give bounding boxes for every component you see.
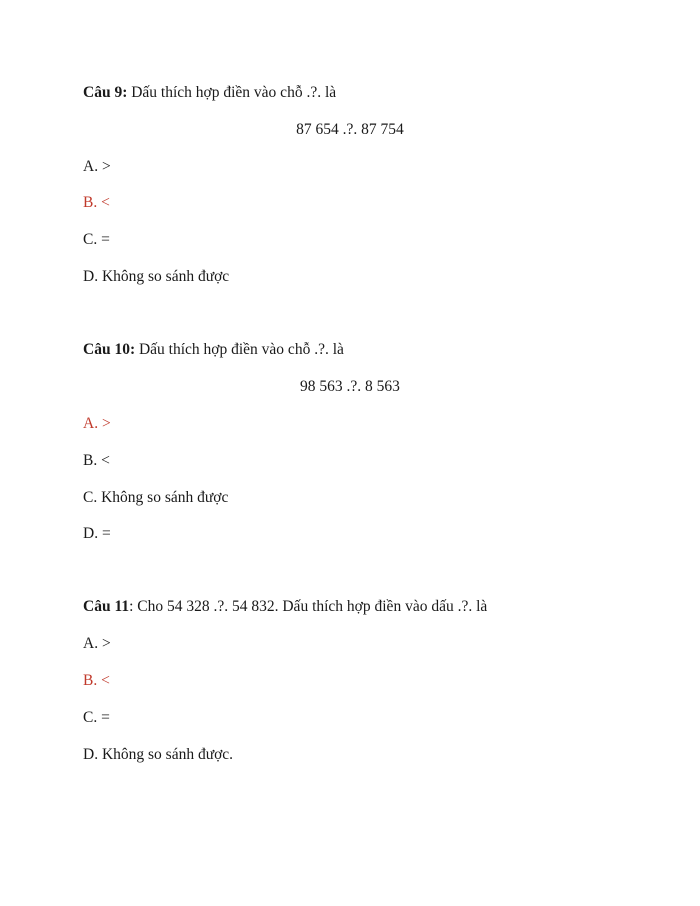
question-10-label: Câu 10:	[83, 341, 136, 358]
question-11-label: Câu 11	[83, 598, 130, 615]
question-10-expression: 98 563 .?. 8 563	[300, 378, 400, 395]
question-9-text: Dấu thích hợp điền vào chỗ .?. là	[127, 84, 337, 101]
question-9-option-d: D. Không so sánh được	[83, 268, 230, 285]
question-11-option-b: B. <	[83, 672, 110, 689]
question-9-heading	[83, 83, 336, 103]
question-9-option-b: B. <	[83, 194, 110, 211]
question-11-heading	[83, 597, 487, 617]
question-10-option-b: B. <	[83, 452, 110, 469]
question-9-option-c: C. =	[83, 231, 110, 248]
question-11-option-a: A. >	[83, 635, 111, 652]
question-9-label: Câu 9:	[83, 84, 128, 101]
question-10-option-c: C. Không so sánh được	[83, 489, 229, 506]
question-10-option-d: D. =	[83, 525, 111, 542]
question-10-option-a: A. >	[83, 415, 111, 432]
question-10-text: Dấu thích hợp điền vào chỗ .?. là	[135, 341, 344, 358]
question-10-heading	[83, 340, 344, 360]
question-11-text: : Cho 54 328 .?. 54 832. Dấu thích hợp điền vào dấu .?. là	[129, 598, 488, 615]
question-11-option-c: C. =	[83, 709, 110, 726]
question-11-option-d: D. Không so sánh được.	[83, 746, 234, 763]
question-9-option-a: A. >	[83, 158, 111, 175]
question-9-expression: 87 654 .?. 87 754	[296, 121, 404, 138]
